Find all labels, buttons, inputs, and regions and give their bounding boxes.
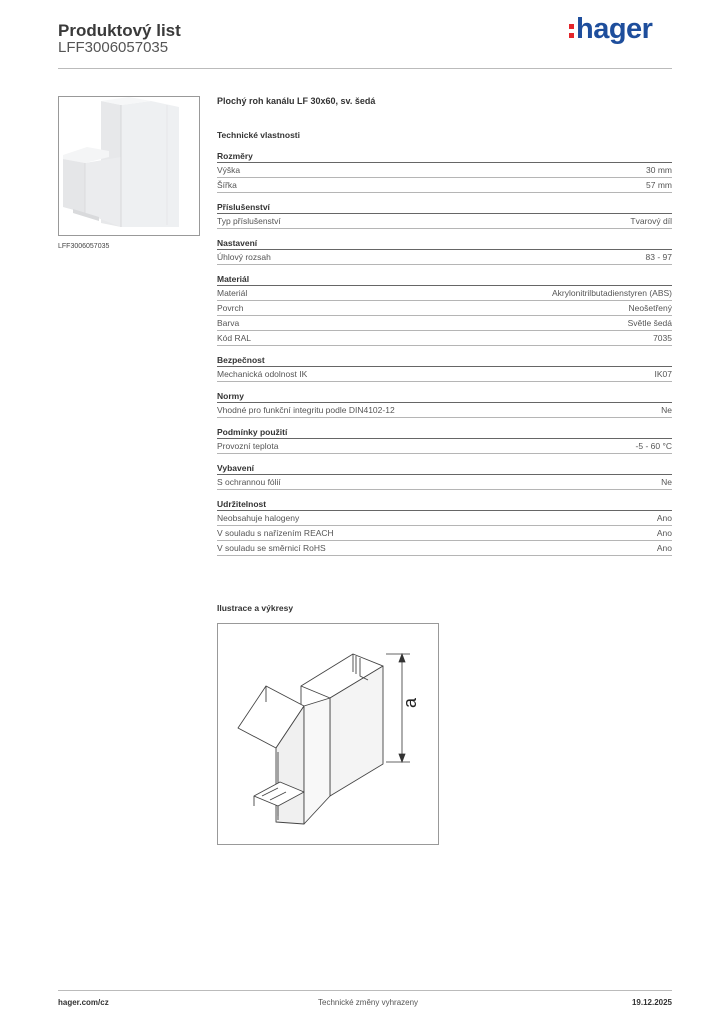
section-title: Bezpečnost — [217, 353, 672, 367]
spec-section-accessories — [217, 200, 672, 229]
spec-section-material — [217, 272, 672, 346]
spec-value: Neošetřený — [628, 303, 672, 313]
spec-label: Šířka — [217, 180, 237, 190]
spec-value: -5 - 60 °C — [635, 441, 672, 451]
spec-row — [217, 214, 672, 229]
spec-label: Materiál — [217, 288, 248, 298]
spec-value: Ne — [661, 405, 672, 415]
spec-row — [217, 439, 672, 454]
logo-text: hager — [576, 13, 653, 45]
spec-value: 83 - 97 — [645, 252, 672, 262]
spec-section-conditions — [217, 425, 672, 454]
section-title: Vybavení — [217, 461, 672, 475]
section-title: Materiál — [217, 272, 672, 286]
spec-label: Kód RAL — [217, 333, 252, 343]
image-caption: LFF3006057035 — [58, 243, 110, 250]
product-code: LFF3006057035 — [58, 39, 169, 56]
spec-row — [217, 301, 672, 316]
section-title: Podmínky použití — [217, 425, 672, 439]
spec-label: S ochrannou fólií — [217, 477, 281, 487]
section-title: Nastavení — [217, 236, 672, 250]
spec-row — [217, 331, 672, 346]
spec-label: Mechanická odolnost IK — [217, 369, 308, 379]
spec-row — [217, 367, 672, 382]
spec-section-standards — [217, 389, 672, 418]
spec-value: Světle šedá — [627, 318, 672, 328]
spec-section-dimensions — [217, 149, 672, 193]
header-divider — [58, 68, 672, 69]
spec-value: 7035 — [653, 333, 672, 343]
spec-label: Provozní teplota — [217, 441, 279, 451]
product-name: Plochý roh kanálu LF 30x60, sv. šedá — [217, 96, 376, 106]
footer-disclaimer: Technické změny vyhrazeny — [318, 998, 419, 1007]
spec-value: Ano — [656, 543, 672, 553]
dimension-label: a — [400, 697, 420, 708]
spec-value: 57 mm — [646, 180, 672, 190]
logo-dots-icon — [569, 24, 574, 38]
spec-row — [217, 541, 672, 556]
hager-logo — [569, 15, 652, 44]
spec-value: Ano — [656, 513, 672, 523]
spec-row — [217, 286, 672, 301]
spec-row — [217, 178, 672, 193]
spec-row — [217, 475, 672, 490]
spec-row — [217, 526, 672, 541]
spec-row — [217, 403, 672, 418]
section-title: Udržitelnost — [217, 497, 672, 511]
drawings-heading: Ilustrace a výkresy — [217, 603, 294, 613]
spec-label: V souladu s nařízením REACH — [217, 528, 334, 538]
footer-website: hager.com/cz — [58, 998, 109, 1007]
spec-value: Akrylonitrilbutadienstyren (ABS) — [552, 288, 672, 298]
spec-label: Výška — [217, 165, 241, 175]
section-title: Rozměry — [217, 149, 672, 163]
spec-value: Ano — [656, 528, 672, 538]
spec-row — [217, 511, 672, 526]
section-title: Příslušenství — [217, 200, 672, 214]
section-title: Normy — [217, 389, 672, 403]
spec-label: Barva — [217, 318, 240, 328]
spec-value: 30 mm — [646, 165, 672, 175]
spec-section-safety — [217, 353, 672, 382]
spec-section-equipment — [217, 461, 672, 490]
footer-divider — [58, 990, 672, 991]
spec-row — [217, 316, 672, 331]
spec-value: IK07 — [654, 369, 672, 379]
spec-label: V souladu se směrnicí RoHS — [217, 543, 326, 553]
technical-drawing — [217, 623, 439, 845]
page-title: Produktový list — [58, 21, 181, 40]
spec-label: Typ příslušenství — [217, 216, 281, 226]
spec-value: Tvarový díl — [630, 216, 672, 226]
spec-label: Vhodné pro funkční integritu podle DIN4102-12 — [217, 405, 395, 415]
spec-row — [217, 250, 672, 265]
spec-label: Neobsahuje halogeny — [217, 513, 300, 523]
product-image — [58, 96, 200, 236]
footer-date: 19.12.2025 — [631, 998, 672, 1007]
spec-section-sustainability — [217, 497, 672, 556]
spec-content — [217, 96, 672, 563]
spec-value: Ne — [661, 477, 672, 487]
spec-row — [217, 163, 672, 178]
spec-section-settings — [217, 236, 672, 265]
technical-properties-heading: Technické vlastnosti — [217, 130, 300, 140]
spec-label: Povrch — [217, 303, 244, 313]
spec-label: Úhlový rozsah — [217, 252, 271, 262]
